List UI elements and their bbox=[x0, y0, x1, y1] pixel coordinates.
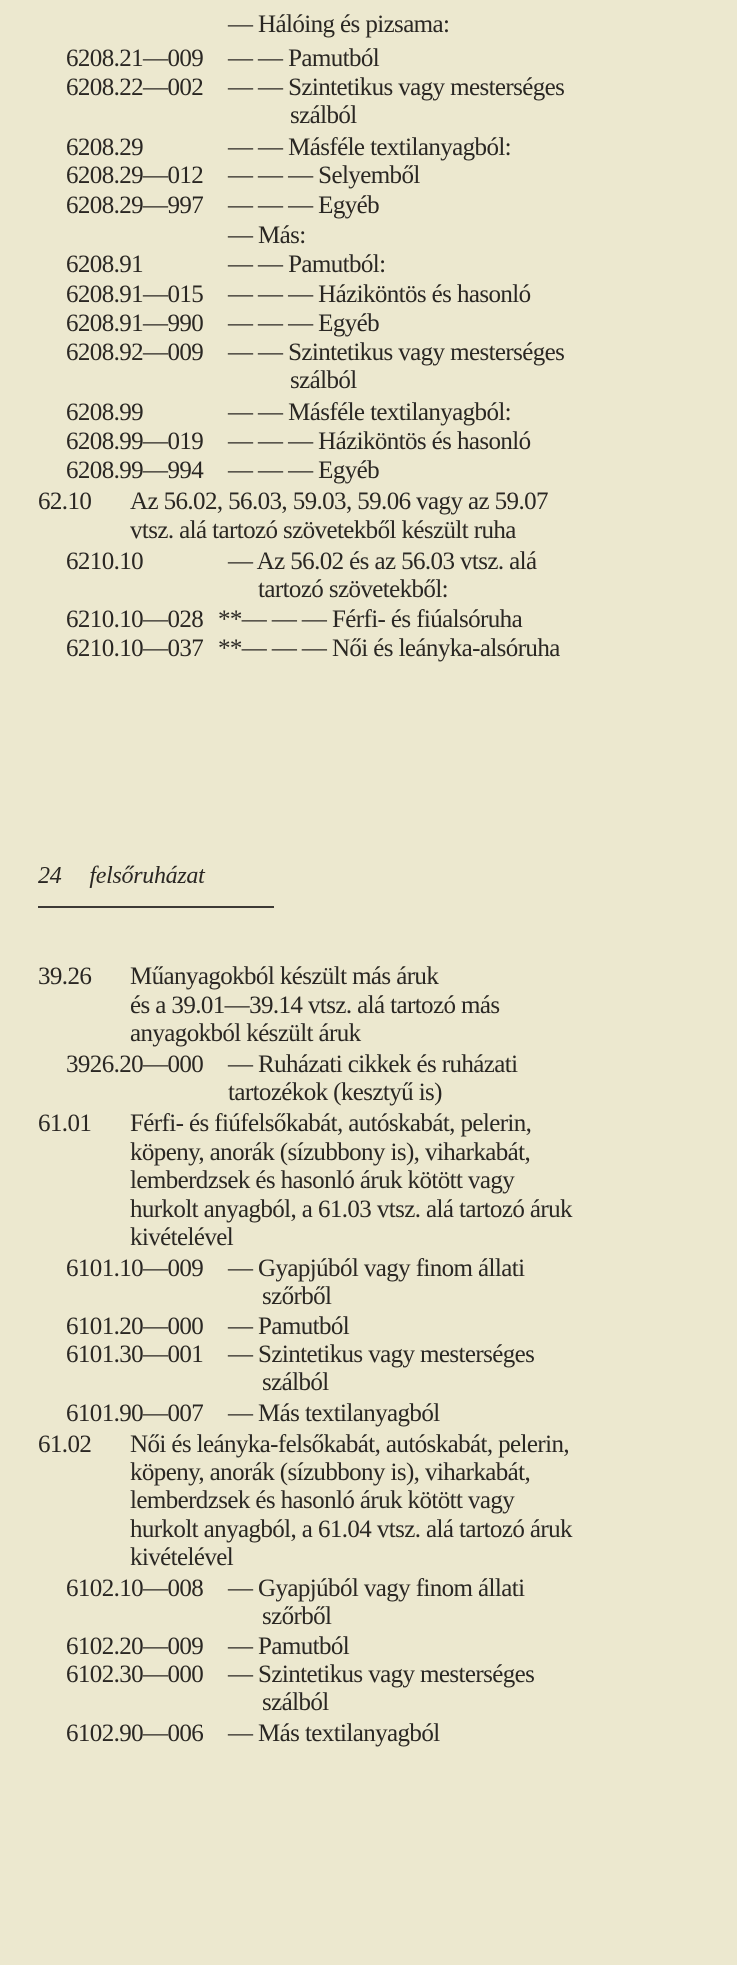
tariff-code: 6208.21—009 bbox=[66, 45, 204, 72]
tariff-description: — — Szintetikus vagy mesterséges bbox=[228, 74, 565, 101]
tariff-code: 6208.92—009 bbox=[66, 339, 204, 366]
tariff-description: Női és leányka-felsőkabát, autóskabát, pelerin, bbox=[130, 1431, 569, 1458]
tariff-description: — — Másféle textilanyagból: bbox=[228, 134, 512, 161]
tariff-description: Műanyagokból készült más áruk bbox=[130, 963, 439, 990]
tariff-description: szőrből bbox=[262, 1283, 332, 1310]
tariff-description: kivételével bbox=[130, 1544, 234, 1571]
tariff-description: — — Szintetikus vagy mesterséges bbox=[228, 339, 565, 366]
tariff-code: 61.01 bbox=[38, 1110, 92, 1137]
tariff-description: vtsz. alá tartozó szövetekből készült ruha bbox=[130, 517, 516, 544]
tariff-code: 6101.30—001 bbox=[66, 1341, 204, 1368]
section-divider bbox=[38, 906, 274, 908]
tariff-code: 6208.99—994 bbox=[66, 457, 204, 484]
tariff-description: **— — — Női és leányka-alsóruha bbox=[218, 635, 560, 662]
tariff-code: 6208.29—012 bbox=[66, 162, 204, 189]
tariff-code: 6102.30—000 bbox=[66, 1661, 204, 1688]
tariff-description: anyagokból készült áruk bbox=[130, 1020, 361, 1047]
tariff-code: 6208.91 bbox=[66, 251, 144, 278]
tariff-description: szőrből bbox=[262, 1603, 332, 1630]
tariff-description: lemberdzsek és hasonló áruk kötött vagy bbox=[130, 1487, 515, 1514]
tariff-description: — Gyapjúból vagy finom állati bbox=[228, 1575, 525, 1602]
tariff-code: 6102.90—006 bbox=[66, 1720, 204, 1747]
section-heading bbox=[38, 863, 204, 890]
tariff-description: — — — Selyemből bbox=[228, 162, 420, 189]
tariff-code: 6102.20—009 bbox=[66, 1633, 204, 1660]
tariff-description: — — Pamutból bbox=[228, 45, 380, 72]
tariff-description: köpeny, anorák (sízubbony is), viharkabát, bbox=[130, 1139, 531, 1166]
tariff-description: — Pamutból bbox=[228, 1633, 350, 1660]
tariff-description: szálból bbox=[262, 1369, 329, 1396]
tariff-description: tartozékok (kesztyű is) bbox=[228, 1079, 442, 1106]
tariff-description: — Szintetikus vagy mesterséges bbox=[228, 1341, 535, 1368]
tariff-description: — — Másféle textilanyagból: bbox=[228, 399, 512, 426]
tariff-code: 6101.10—009 bbox=[66, 1255, 204, 1282]
tariff-description: kivételével bbox=[130, 1224, 234, 1251]
tariff-code: 6210.10 bbox=[66, 548, 144, 575]
tariff-description: — — — Egyéb bbox=[228, 310, 380, 337]
tariff-description: — — Pamutból: bbox=[228, 251, 386, 278]
tariff-description: — — — Egyéb bbox=[228, 457, 380, 484]
tariff-description: Férfi- és fiúfelsőkabát, autóskabát, pelerin, bbox=[130, 1110, 532, 1137]
tariff-code: 6101.90—007 bbox=[66, 1400, 204, 1427]
tariff-description: — Szintetikus vagy mesterséges bbox=[228, 1661, 535, 1688]
tariff-description: — Gyapjúból vagy finom állati bbox=[228, 1255, 525, 1282]
tariff-code: 6208.91—990 bbox=[66, 310, 204, 337]
section-title: felsőruházat bbox=[89, 863, 205, 889]
tariff-description: hurkolt anyagból, a 61.03 vtsz. alá tartozó áruk bbox=[130, 1196, 572, 1223]
tariff-description: Az 56.02, 56.03, 59.03, 59.06 vagy az 59.07 bbox=[130, 488, 548, 515]
tariff-code: 61.02 bbox=[38, 1431, 92, 1458]
tariff-code: 3926.20—000 bbox=[66, 1051, 204, 1078]
tariff-code: 6102.10—008 bbox=[66, 1575, 204, 1602]
tariff-code: 6208.99 bbox=[66, 399, 144, 426]
tariff-code: 6210.10—037 bbox=[66, 635, 204, 662]
tariff-description: **— — — Férfi- és fiúalsóruha bbox=[218, 606, 523, 633]
tariff-description: — Más textilanyagból bbox=[228, 1720, 440, 1747]
tariff-description: és a 39.01—39.14 vtsz. alá tartozó más bbox=[130, 992, 500, 1019]
tariff-description: — Pamutból bbox=[228, 1313, 350, 1340]
tariff-description: — — — Háziköntös és hasonló bbox=[228, 428, 531, 455]
section-number: 24 bbox=[38, 863, 62, 889]
tariff-code: 62.10 bbox=[38, 488, 92, 515]
tariff-description: — Más textilanyagból bbox=[228, 1400, 440, 1427]
tariff-code: 6208.29 bbox=[66, 134, 144, 161]
tariff-code: 39.26 bbox=[38, 963, 92, 990]
tariff-description: — Az 56.02 és az 56.03 vtsz. alá bbox=[228, 548, 537, 575]
tariff-description: köpeny, anorák (sízubbony is), viharkabát, bbox=[130, 1459, 531, 1486]
tariff-code: 6208.29—997 bbox=[66, 192, 204, 219]
tariff-description: — — — Egyéb bbox=[228, 192, 380, 219]
tariff-description: — Más: bbox=[228, 222, 306, 249]
tariff-description: lemberdzsek és hasonló áruk kötött vagy bbox=[130, 1167, 515, 1194]
tariff-code: 6101.20—000 bbox=[66, 1313, 204, 1340]
tariff-description: — Hálóing és pizsama: bbox=[228, 11, 450, 38]
tariff-description: szálból bbox=[290, 102, 357, 129]
tariff-code: 6210.10—028 bbox=[66, 606, 204, 633]
tariff-description: hurkolt anyagból, a 61.04 vtsz. alá tartozó áruk bbox=[130, 1516, 572, 1543]
tariff-description: tartozó szövetekből: bbox=[258, 576, 449, 603]
tariff-description: — Ruházati cikkek és ruházati bbox=[228, 1051, 518, 1078]
tariff-description: — — — Háziköntös és hasonló bbox=[228, 281, 531, 308]
tariff-code: 6208.91—015 bbox=[66, 281, 204, 308]
tariff-description: szálból bbox=[262, 1689, 329, 1716]
tariff-code: 6208.99—019 bbox=[66, 428, 204, 455]
tariff-description: szálból bbox=[290, 367, 357, 394]
tariff-code: 6208.22—002 bbox=[66, 74, 204, 101]
